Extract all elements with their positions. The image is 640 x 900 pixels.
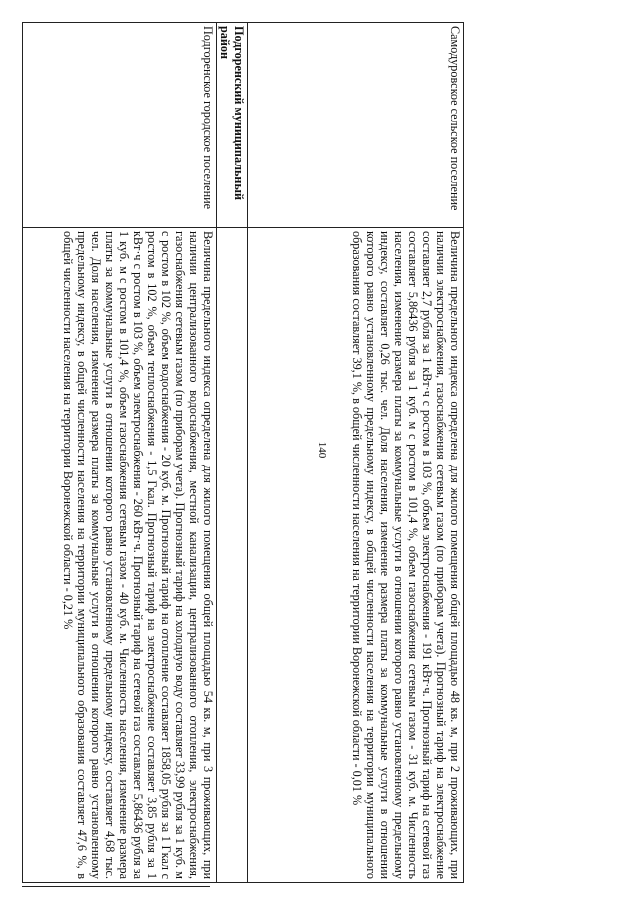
rotated-page-content xyxy=(48,22,464,882)
page-number: 140 xyxy=(316,441,328,459)
index-description-cell xyxy=(217,228,248,883)
settlement-name-cell: Самодуровское сельское поселение xyxy=(248,23,464,228)
district-name-cell: Подгоренский муниципальный район xyxy=(217,23,248,228)
footer-rule xyxy=(22,886,210,887)
index-description-cell: Величина предельного индекса определена для жилого помещения общей площадью 48 кв. м, при 2 проживающих, при наличии электроснабжения, газоснабжения сетевым газом (по приборам учета). Прогнозный тариф на электроснабжение составляет 2,7 рубля за 1 кВт·ч с ростом в 103 %, объем электроснабжения - 191 кВт·ч. Прогнозный тариф на сетевой газ составляет 5,86436 рубля за 1 куб. м с ростом в 101,4 %, объем газоснабжения сетевым газом - 31 куб. м. Численность населения, изменение размера платы за коммунальные услуги в отношении которого равно установленному предельному индексу, составляет 0,26 тыс. чел. Доля населения, изменение размера платы за коммунальные услуги в отношении которого равно установленному предельному индексу, в общей численности населения на территории муниципального образования составляет 39,1 %, в общей численности населения на территории Воронежской области - 0,01 % xyxy=(248,228,464,883)
index-description-cell: Величина предельного индекса определена для жилого помещения общей площадью 54 кв. м, при 3 проживающих, при наличии централизованного водоснабжения, местной канализации, централизованного отопления, электроснабжения, газоснабжения сетевым газом (по приборам учета). Прогнозный тариф на холодную воду составляет 33,99 рубля за 1 куб. м с ростом в 102 %, объем водоснабжения - 20 куб. м. Прогнозный тариф на отопление составляет 1858,05 рубля за 1 Гкал с ростом в 102 %, объем теплоснабжения - 1,5 Гкал. Прогнозный тариф на электроснабжение составляет 3,85 рубля за 1 кВт·ч с ростом в 103 %, объем электроснабжения - 260 кВт·ч. Прогнозный тариф на сетевой газ составляет 5,86436 рубля за 1 куб. м с ростом в 101,4 %, объем газоснабжения сетевым газом - 40 куб. м. Численность населения, изменение размера платы за коммунальные услуги в отношении которого равно установленному предельному индексу, составляет 4,68 тыс. чел. Доля населения, изменение размера платы за коммунальные услуги в отношении которого равно установленному предельному индексу, в общей численности населения на территории муниципального образования составляет 47,6 %, в общей численности населения на территории Воронежской области - 0,21 % xyxy=(23,228,217,883)
table-row xyxy=(217,23,248,883)
table-row xyxy=(23,23,217,883)
settlement-name-cell: Подгоренское городское поселение xyxy=(23,23,217,228)
tariff-index-table xyxy=(22,22,464,883)
table-row xyxy=(248,23,464,883)
